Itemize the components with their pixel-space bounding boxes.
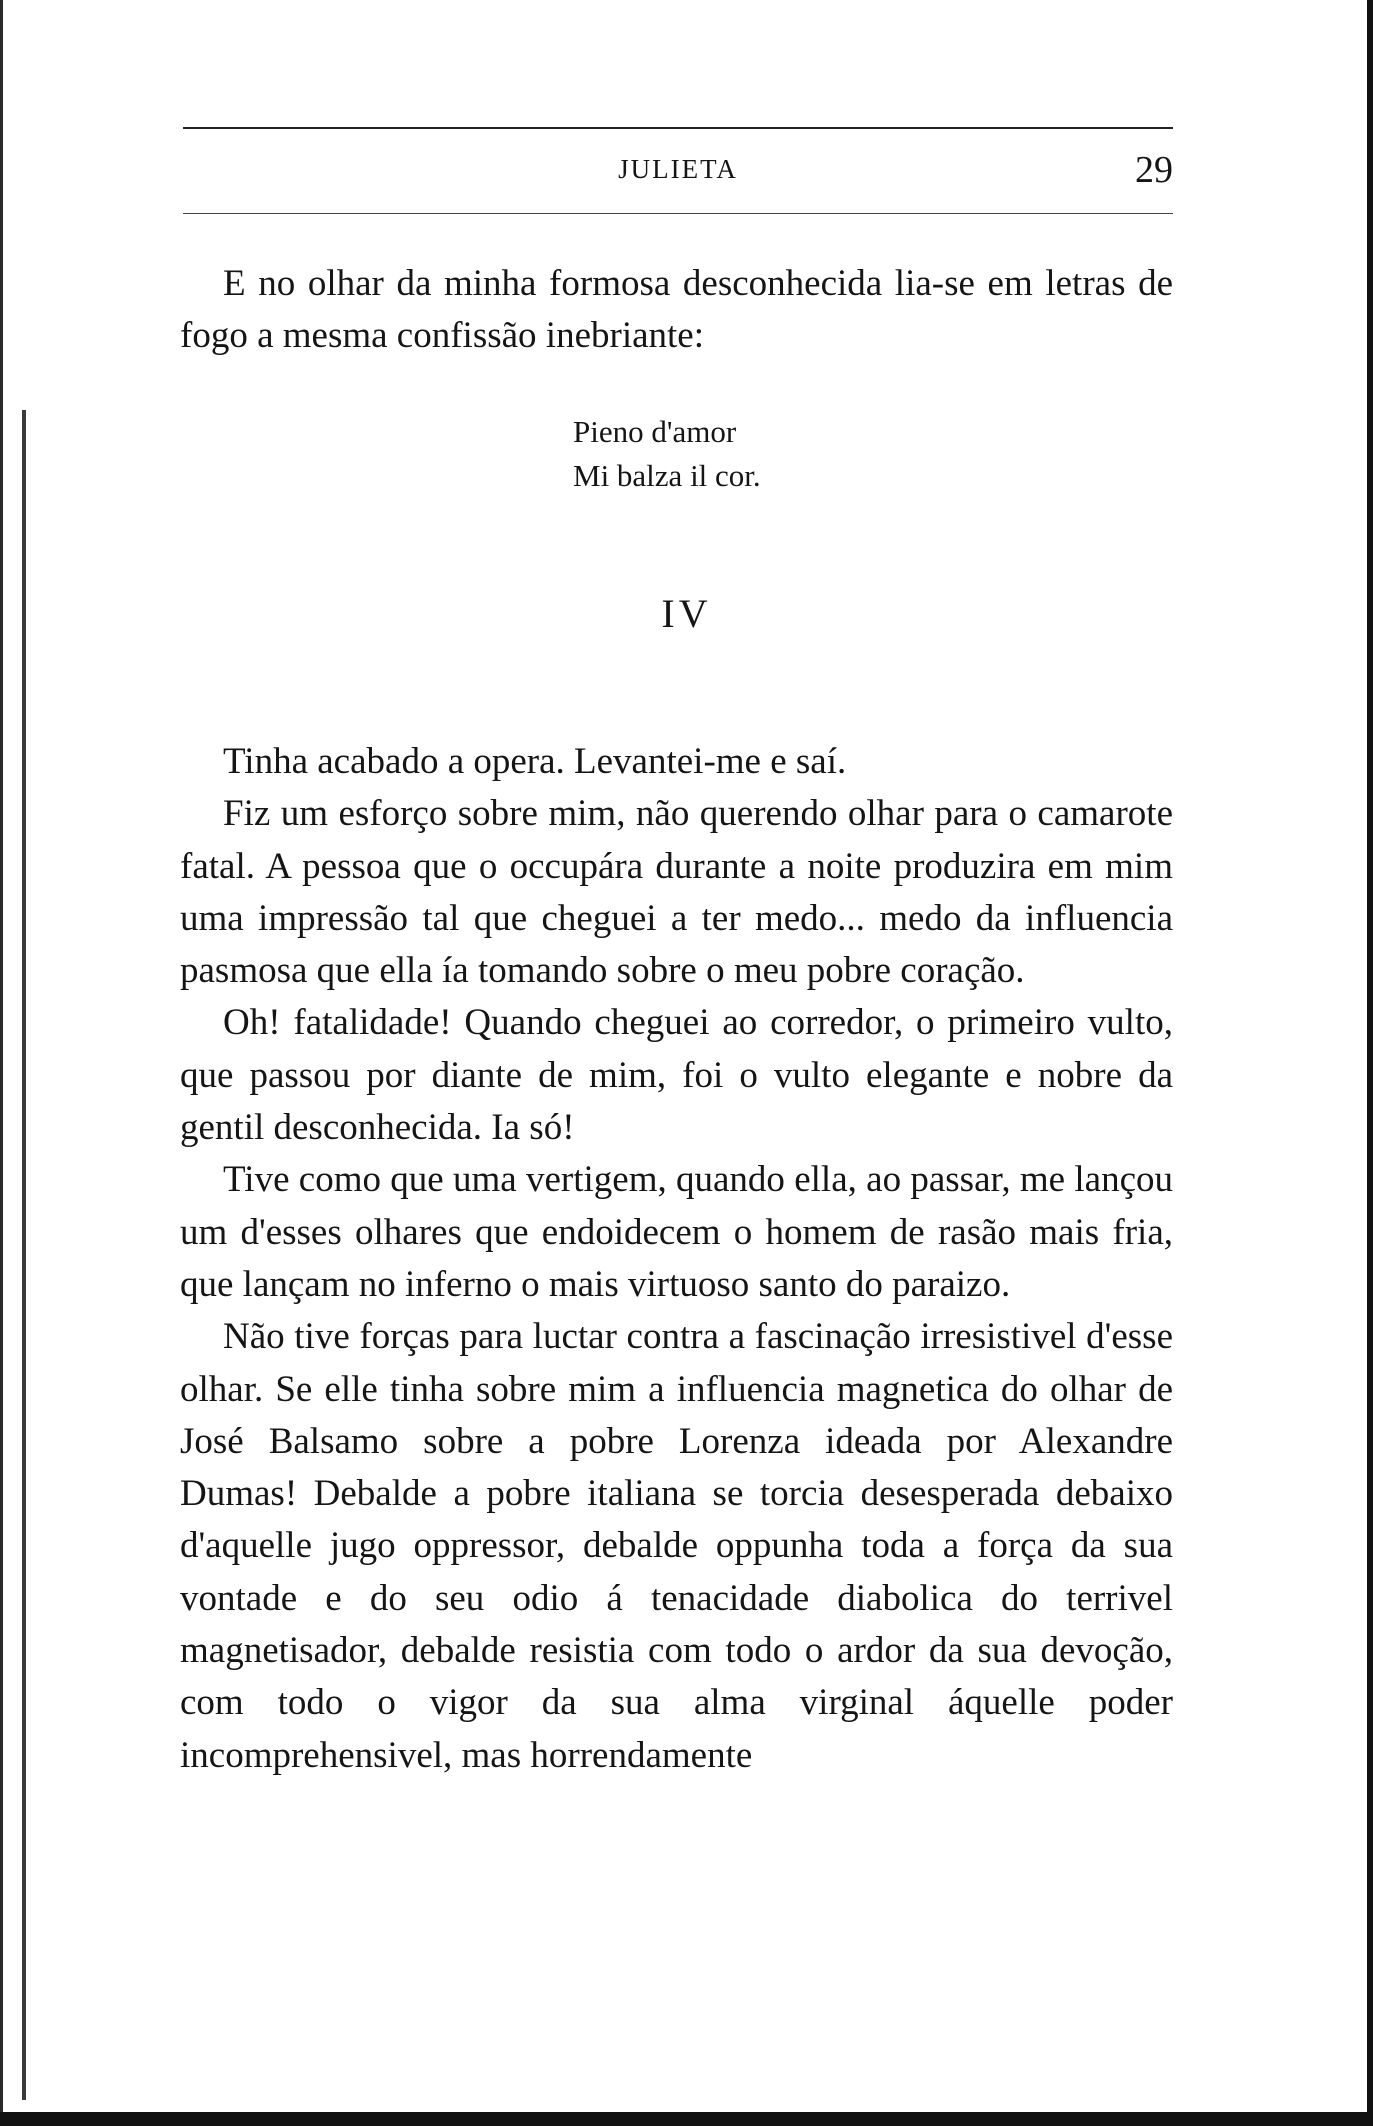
paragraph: Não tive forças para luctar contra a fascinação irresistivel d'esse olhar. Se elle tinha sobre mim a influencia magnetica do olhar de José Balsamo sobre a pobre Lorenza ideada por Alexandre Dumas! Debalde a pobre italiana se torcia desesperada debaixo d'aquelle jugo oppressor, debalde oppunha toda a força da sua vontade e do seu odio á tenacidade diabolica do terrivel magnetisador, debalde resistia com todo o ardor da sua devoção, com todo o vigor da sua alma virginal áquelle poder incomprehensivel, mas horrendamente	[180, 1316, 1173, 1776]
paragraph: Tinha acabado a opera. Levantei-me e saí.	[223, 741, 847, 782]
running-head	[183, 120, 1173, 220]
paragraph: Fiz um esforço sobre mim, não querendo olhar para o camarote fatal. A pessoa que o occupára durante a noite produzira em mim uma impressão tal que cheguei a ter medo... medo da influencia pasmosa que ella ía tomando sobre o meu pobre coração.	[180, 793, 1173, 992]
opening-paragraph: E no olhar da minha formosa desconhecida lia-se em letras de fogo a mesma confissão inebriante:	[180, 263, 1173, 356]
section-heading: IV	[661, 591, 712, 636]
header-rule-top	[183, 127, 1173, 129]
page-binding-shadow	[22, 410, 26, 2100]
verse-line-1: Pieno d'amor	[573, 414, 737, 449]
paragraph: Tive como que uma vertigem, quando ella, ao passar, me lançou um d'esses olhares que endoidecem o homem de rasão mais fria, que lançam no inferno o mais virtuoso santo do paraizo.	[180, 1159, 1173, 1305]
header-rule-bottom	[183, 213, 1173, 214]
page-edge-left	[0, 0, 3, 2126]
page-number: 29	[1135, 149, 1173, 191]
verse-line-2: Mi balza il cor.	[573, 458, 761, 493]
page-edge-right	[1367, 0, 1373, 2126]
paragraph: Oh! fatalidade! Quando cheguei ao corredor, o primeiro vulto, que passou por diante de mim, foi o vulto elegante e nobre da gentil desconhecida. Ia só!	[180, 1002, 1173, 1149]
verse-quote	[573, 410, 761, 498]
running-title: JULIETA	[618, 154, 738, 184]
opening-text	[180, 258, 1173, 362]
body-text	[180, 736, 1173, 1782]
page-edge-bottom	[0, 2112, 1373, 2126]
